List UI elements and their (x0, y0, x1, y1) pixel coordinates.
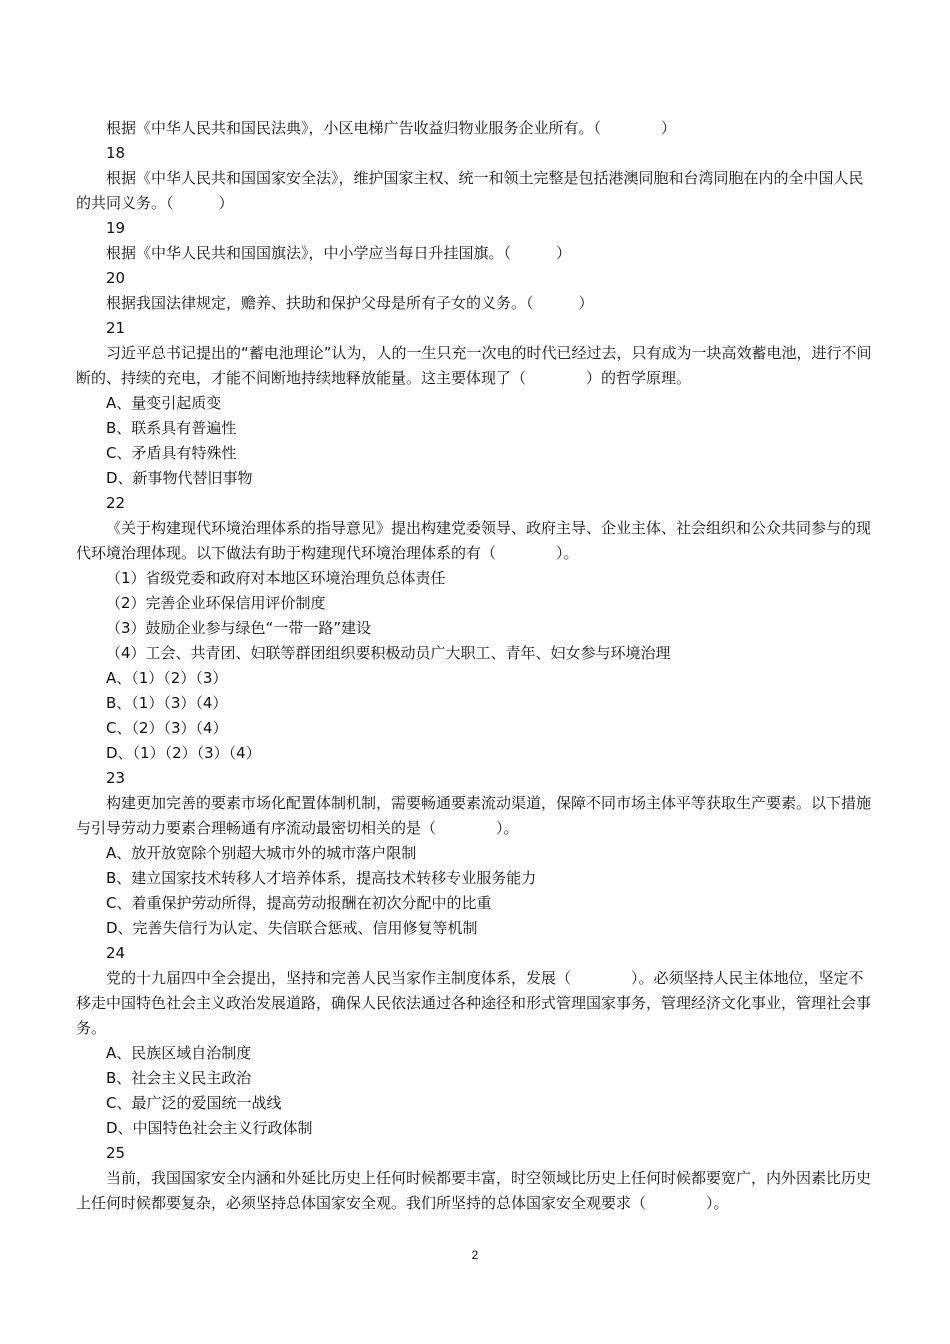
question-23-option-c: C、着重保护劳动所得，提高劳动报酬在初次分配中的比重 (106, 894, 492, 912)
question-19-number: 19 (106, 219, 126, 237)
question-24-option-d: D、中国特色社会主义行政体制 (106, 1119, 313, 1137)
question-22-item-4: （4）工会、共青团、妇联等群团组织要积极动员广大职工、青年、妇女参与环境治理 (106, 644, 671, 662)
question-22-text: 《关于构建现代环境治理体系的指导意见》提出构建党委领导、政府主导、企业主体、社会组织和公众共同参与的现代环境治理体现。以下做法有助于构建现代环境治理体系的有（ ）。 (76, 519, 872, 562)
question-22-option-d: D、（1）（2）（3）（4） (106, 744, 261, 762)
question-23-number: 23 (106, 769, 126, 787)
question-20-text: 根据我国法律规定，赡养、扶助和保护父母是所有子女的义务。（ ） (106, 294, 594, 312)
question-22-option-b: B、（1）（3）（4） (106, 694, 228, 712)
question-24-number: 24 (106, 944, 126, 962)
question-21-option-c: C、矛盾具有特殊性 (106, 444, 237, 462)
question-21-number: 21 (106, 319, 126, 337)
question-24-option-c: C、最广泛的爱国统一战线 (106, 1094, 282, 1112)
question-18-number: 18 (106, 144, 126, 162)
question-24-option-b: B、社会主义民主政治 (106, 1069, 252, 1087)
question-24-text: 党的十九届四中全会提出，坚持和完善人民当家作主制度体系，发展（ ）。必须坚持人民主体地位，坚定不移走中国特色社会主义政治发展道路，确保人民依法通过各种途径和形式管理国家事务，管理经济文化事业，管理社会事务。 (76, 969, 872, 1037)
question-25-text: 当前，我国国家安全内涵和外延比历史上任何时候都要丰富，时空领域比历史上任何时候都要宽广，内外因素比历史上任何时候都要复杂，必须坚持总体国家安全观。我们所坚持的总体国家安全观要求（ ）。 (76, 1169, 872, 1212)
question-21-option-d: D、新事物代替旧事物 (106, 469, 253, 487)
question-21-text: 习近平总书记提出的“蓄电池理论”认为，人的一生只充一次电的时代已经过去，只有成为一块高效蓄电池，进行不间断的、持续的充电，才能不间断地持续地释放能量。这主要体现了（ ）的哲学原理。 (76, 344, 872, 387)
question-list (76, 116, 876, 1216)
question-24-option-a: A、民族区域自治制度 (106, 1044, 252, 1062)
question-23-option-d: D、完善失信行为认定、失信联合惩戒、信用修复等机制 (106, 919, 478, 937)
page-number: 2 (471, 1248, 479, 1262)
question-22-option-c: C、（2）（3）（4） (106, 719, 228, 737)
question-22-item-3: （3）鼓励企业参与绿色“一带一路”建设 (106, 619, 372, 637)
question-25-number: 25 (106, 1144, 126, 1162)
question-19-text: 根据《中华人民共和国国旗法》，中小学应当每日升挂国旗。（ ） (106, 244, 572, 262)
question-22-option-a: A、（1）（2）（3） (106, 669, 228, 687)
question-23-option-b: B、建立国家技术转移人才培养体系，提高技术转移专业服务能力 (106, 869, 537, 887)
question-18-text: 根据《中华人民共和国国家安全法》，维护国家主权、统一和领土完整是包括港澳同胞和台湾同胞在内的全中国人民的共同义务。（ ） (76, 169, 864, 212)
question-21-option-b: B、联系具有普遍性 (106, 419, 237, 437)
question-22-item-1: （1）省级党委和政府对本地区环境治理负总体责任 (106, 569, 446, 587)
question-21-option-a: A、量变引起质变 (106, 394, 222, 412)
question-22-item-2: （2）完善企业环保信用评价制度 (106, 594, 326, 612)
question-23-option-a: A、放开放宽除个别超大城市外的城市落户限制 (106, 844, 417, 862)
question-20-number: 20 (106, 269, 126, 287)
question-17-text: 根据《中华人民共和国民法典》，小区电梯广告收益归物业服务企业所有。（ ） (106, 119, 677, 137)
question-22-number: 22 (106, 494, 126, 512)
question-23-text: 构建更加完善的要素市场化配置体制机制，需要畅通要素流动渠道，保障不同市场主体平等获取生产要素。以下措施与引导劳动力要素合理畅通有序流动最密切相关的是（ ）。 (76, 794, 872, 837)
